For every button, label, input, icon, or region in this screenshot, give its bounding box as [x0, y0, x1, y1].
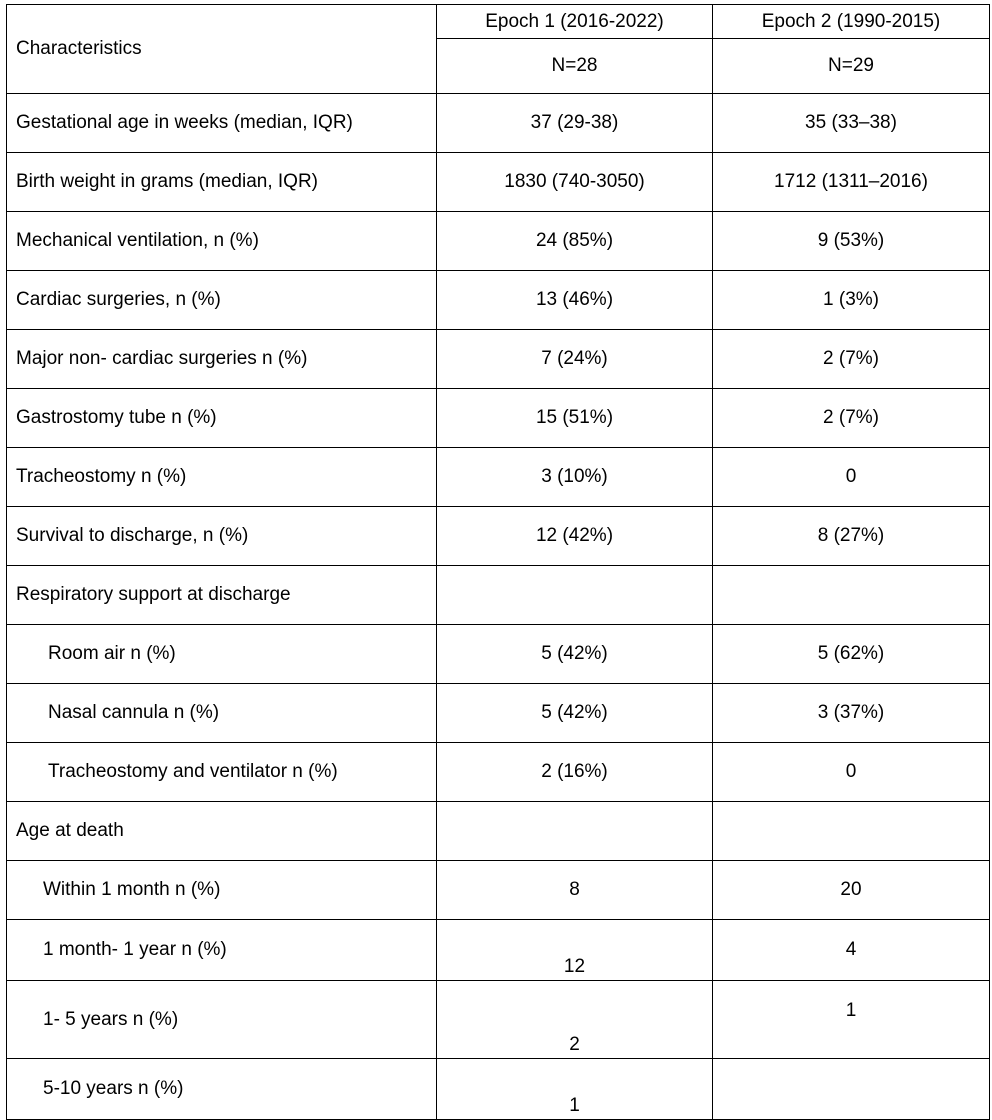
epoch2-value: 35 (33–38) — [713, 94, 990, 153]
epoch2-value: 9 (53%) — [713, 212, 990, 271]
table-row — [7, 330, 990, 389]
epoch1-value: 12 (42%) — [437, 507, 713, 566]
row-label: 1 month- 1 year n (%) — [7, 920, 437, 981]
row-label: Mechanical ventilation, n (%) — [7, 212, 437, 271]
row-label: Cardiac surgeries, n (%) — [7, 271, 437, 330]
epoch2-header: Epoch 2 (1990-2015) — [713, 5, 990, 39]
epoch1-value: 37 (29-38) — [437, 94, 713, 153]
epoch1-value: 2 (16%) — [437, 743, 713, 802]
characteristics-header: Characteristics — [7, 5, 437, 94]
epoch1-n: N=28 — [437, 39, 713, 94]
row-label: Birth weight in grams (median, IQR) — [7, 153, 437, 212]
row-label: Gastrostomy tube n (%) — [7, 389, 437, 448]
epoch1-value: 12 — [437, 920, 713, 981]
epoch1-header: Epoch 1 (2016-2022) — [437, 5, 713, 39]
epoch2-value: 2 (7%) — [713, 330, 990, 389]
epoch1-value — [437, 802, 713, 861]
epoch2-value: 1712 (1311–2016) — [713, 153, 990, 212]
epoch2-value — [713, 1059, 990, 1120]
epoch1-value: 15 (51%) — [437, 389, 713, 448]
row-label: Survival to discharge, n (%) — [7, 507, 437, 566]
table-row — [7, 920, 990, 981]
table-row — [7, 981, 990, 1059]
epoch1-value: 1830 (740-3050) — [437, 153, 713, 212]
epoch1-value: 1 — [437, 1059, 713, 1120]
table-row — [7, 94, 990, 153]
table-row-section — [7, 802, 990, 861]
epoch1-value: 3 (10%) — [437, 448, 713, 507]
epoch2-value: 20 — [713, 861, 990, 920]
epoch2-value: 3 (37%) — [713, 684, 990, 743]
row-label: Tracheostomy and ventilator n (%) — [7, 743, 437, 802]
row-label: Tracheostomy n (%) — [7, 448, 437, 507]
table-row — [7, 861, 990, 920]
table-row — [7, 448, 990, 507]
epoch1-value: 2 — [437, 981, 713, 1059]
table-row — [7, 212, 990, 271]
table-row — [7, 153, 990, 212]
section-label: Respiratory support at discharge — [7, 566, 437, 625]
table-row — [7, 743, 990, 802]
row-label: 1- 5 years n (%) — [7, 981, 437, 1059]
table-row — [7, 1059, 990, 1120]
epoch2-value: 8 (27%) — [713, 507, 990, 566]
epoch1-value: 24 (85%) — [437, 212, 713, 271]
table-row — [7, 507, 990, 566]
row-label: Major non- cardiac surgeries n (%) — [7, 330, 437, 389]
epoch1-value: 13 (46%) — [437, 271, 713, 330]
epoch2-value: 1 — [713, 981, 990, 1059]
epoch2-n: N=29 — [713, 39, 990, 94]
header-row — [7, 5, 990, 39]
row-label: Room air n (%) — [7, 625, 437, 684]
epoch1-value: 5 (42%) — [437, 684, 713, 743]
epoch2-value: 1 (3%) — [713, 271, 990, 330]
epoch2-value: 2 (7%) — [713, 389, 990, 448]
epoch1-value: 8 — [437, 861, 713, 920]
table-row — [7, 389, 990, 448]
row-label: Gestational age in weeks (median, IQR) — [7, 94, 437, 153]
characteristics-table — [6, 4, 990, 1120]
table-row — [7, 625, 990, 684]
epoch2-value: 5 (62%) — [713, 625, 990, 684]
epoch2-value: 0 — [713, 743, 990, 802]
epoch1-value — [437, 566, 713, 625]
row-label: 5-10 years n (%) — [7, 1059, 437, 1120]
row-label: Within 1 month n (%) — [7, 861, 437, 920]
epoch2-value — [713, 566, 990, 625]
table-row — [7, 684, 990, 743]
table-row — [7, 271, 990, 330]
epoch2-value — [713, 802, 990, 861]
epoch1-value: 5 (42%) — [437, 625, 713, 684]
section-label: Age at death — [7, 802, 437, 861]
table-row-section — [7, 566, 990, 625]
epoch1-value: 7 (24%) — [437, 330, 713, 389]
row-label: Nasal cannula n (%) — [7, 684, 437, 743]
epoch2-value: 4 — [713, 920, 990, 981]
epoch2-value: 0 — [713, 448, 990, 507]
